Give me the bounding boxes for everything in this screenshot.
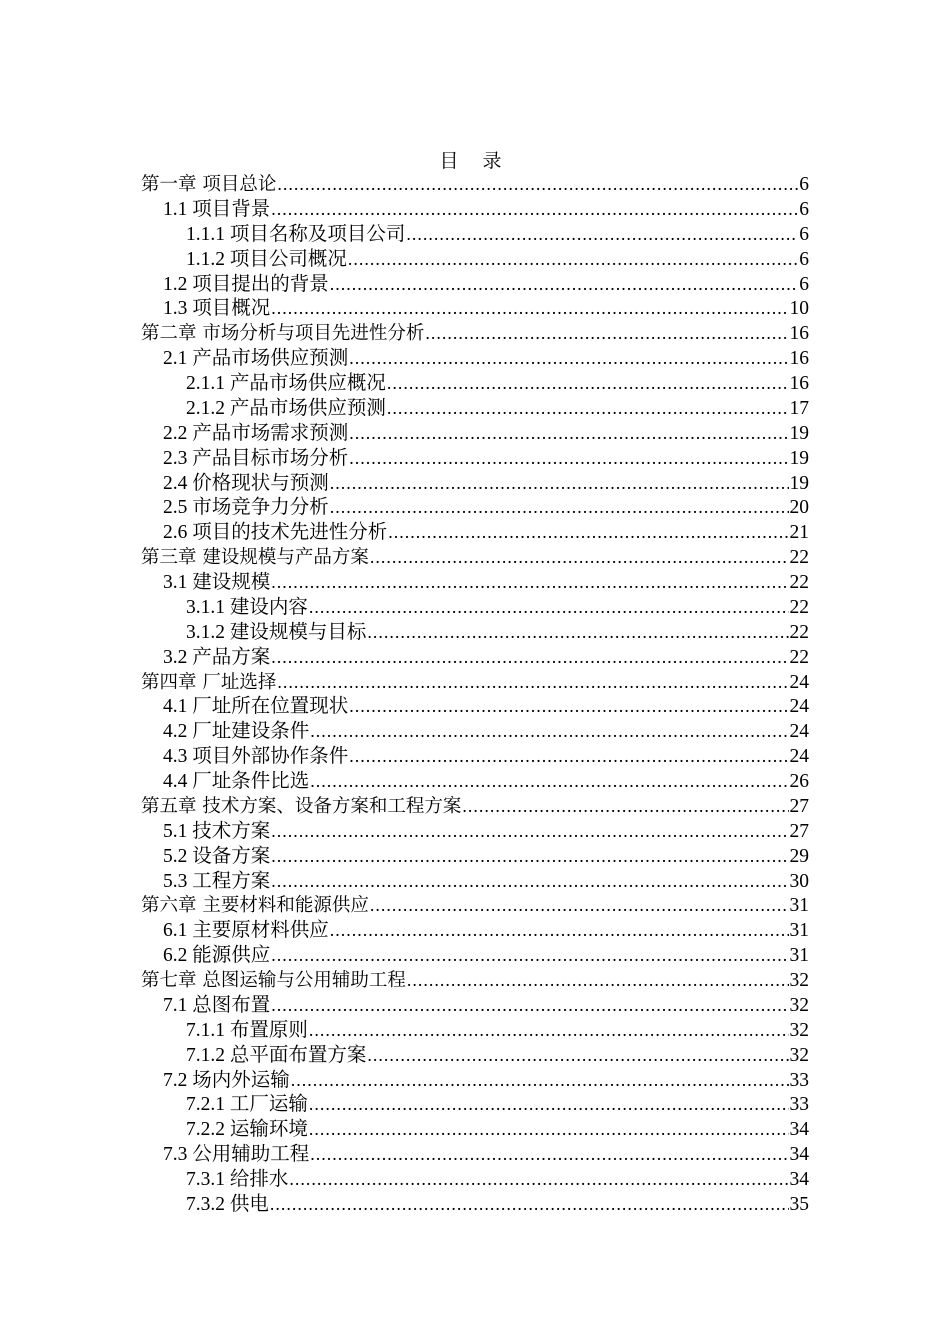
toc-entry-page-number: 16 xyxy=(789,348,809,370)
toc-entry-label: 3.1 建设规模 xyxy=(163,572,271,593)
toc-entry-label: 2.1 产品市场供应预测 xyxy=(163,348,349,370)
toc-entry-label: 7.3.2 供电 xyxy=(186,1193,269,1215)
toc-entry-level-2[interactable] xyxy=(0,272,809,297)
toc-entry-label: 第五章 技术方案、设备方案和工程方案 xyxy=(141,795,462,817)
toc-entry-page-number: 32 xyxy=(789,994,809,1016)
toc-entry-page-number: 30 xyxy=(789,870,809,892)
toc-entry-label: 2.1.1 产品市场供应概况 xyxy=(186,373,386,394)
toc-entry-page-number: 6 xyxy=(799,174,809,195)
toc-dot-leader xyxy=(271,819,788,844)
toc-entry-page-number: 34 xyxy=(789,1169,809,1190)
toc-entry-level-2[interactable] xyxy=(0,421,809,446)
toc-entry-label: 4.1 厂址所在位置现状 xyxy=(163,696,349,718)
toc-dot-leader xyxy=(309,1018,789,1043)
toc-dot-leader xyxy=(330,272,798,297)
toc-dot-leader xyxy=(388,520,788,545)
toc-dot-leader xyxy=(330,918,789,943)
toc-entry-page-number: 21 xyxy=(789,522,809,544)
toc-entry-page-number: 6 xyxy=(799,223,809,245)
toc-entry-label: 4.4 厂址条件比选 xyxy=(163,771,310,792)
toc-entry-page-number: 16 xyxy=(789,323,809,345)
toc-entry-label: 5.1 技术方案 xyxy=(163,820,271,842)
toc-entry-level-3[interactable] xyxy=(0,222,809,247)
toc-dot-leader xyxy=(349,346,788,371)
toc-dot-leader xyxy=(271,943,788,968)
toc-dot-leader xyxy=(367,1043,788,1068)
toc-entry-page-number: 19 xyxy=(789,422,809,444)
toc-entry-page-number: 27 xyxy=(789,820,809,842)
toc-dot-leader xyxy=(309,595,789,620)
toc-entry-page-number: 17 xyxy=(789,397,809,419)
toc-entry-label: 2.2 产品市场需求预测 xyxy=(163,422,349,444)
toc-dot-leader xyxy=(289,1167,788,1192)
toc-dot-leader xyxy=(407,968,789,993)
toc-entry-level-3[interactable] xyxy=(0,371,809,396)
toc-entry-level-2[interactable] xyxy=(0,446,809,471)
toc-dot-leader xyxy=(406,222,798,247)
toc-entry-label: 3.2 产品方案 xyxy=(163,646,271,668)
toc-entry-page-number: 22 xyxy=(789,621,809,643)
toc-entry-level-2[interactable] xyxy=(0,819,809,844)
toc-entry-label: 第一章 项目总论 xyxy=(141,174,277,195)
toc-dot-leader xyxy=(271,296,788,321)
toc-entry-level-2[interactable] xyxy=(0,346,809,371)
toc-entry-page-number: 24 xyxy=(789,671,809,693)
toc-entry-level-1[interactable] xyxy=(0,968,809,993)
toc-entry-level-3[interactable] xyxy=(0,595,809,620)
toc-entry-level-2[interactable] xyxy=(0,744,809,769)
toc-dot-leader xyxy=(330,471,789,496)
toc-entry-level-1[interactable] xyxy=(0,321,809,346)
toc-entry-level-3[interactable] xyxy=(0,1018,809,1043)
toc-dot-leader xyxy=(271,645,788,670)
toc-entry-level-1[interactable] xyxy=(0,670,809,695)
toc-entry-label: 6.2 能源供应 xyxy=(163,945,271,967)
toc-entry-level-1[interactable] xyxy=(0,893,809,918)
toc-entry-level-2[interactable] xyxy=(0,943,809,968)
toc-entry-page-number: 24 xyxy=(789,721,809,743)
toc-entry-level-2[interactable] xyxy=(0,769,809,794)
toc-entry-level-3[interactable] xyxy=(0,1192,809,1217)
toc-entry-label: 1.2 项目提出的背景 xyxy=(163,273,329,295)
toc-entry-label: 3.1.1 建设内容 xyxy=(186,596,308,618)
toc-dot-leader xyxy=(271,197,798,222)
toc-entry-label: 1.1.1 项目名称及项目公司 xyxy=(186,223,406,245)
toc-dot-leader xyxy=(349,694,788,719)
toc-entry-page-number: 31 xyxy=(789,895,809,917)
toc-entry-label: 第六章 主要材料和能源供应 xyxy=(141,895,369,917)
toc-dot-leader xyxy=(349,421,788,446)
toc-entry-page-number: 22 xyxy=(789,596,809,618)
toc-entry-level-2[interactable] xyxy=(0,471,809,496)
toc-entry-level-2[interactable] xyxy=(0,520,809,545)
toc-entry-level-2[interactable] xyxy=(0,719,809,744)
toc-dot-leader xyxy=(271,993,788,1018)
toc-entry-level-2[interactable] xyxy=(0,694,809,719)
toc-entry-page-number: 6 xyxy=(799,248,809,270)
toc-dot-leader xyxy=(271,570,788,595)
toc-entry-level-2[interactable] xyxy=(0,844,809,869)
toc-entry-label: 2.3 产品目标市场分析 xyxy=(163,447,349,469)
toc-entry-page-number: 16 xyxy=(789,373,809,394)
toc-entry-page-number: 19 xyxy=(789,472,809,494)
toc-entry-page-number: 10 xyxy=(789,298,809,320)
toc-entry-label: 2.4 价格现状与预测 xyxy=(163,472,329,494)
toc-dot-leader xyxy=(270,1192,789,1217)
toc-entry-level-2[interactable] xyxy=(0,296,809,321)
toc-entry-page-number: 31 xyxy=(789,920,809,942)
toc-dot-leader xyxy=(387,371,789,396)
toc-dot-leader xyxy=(370,545,789,570)
toc-dot-leader xyxy=(310,1142,788,1167)
toc-entry-level-2[interactable] xyxy=(0,197,809,222)
toc-entry-label: 第二章 市场分析与项目先进性分析 xyxy=(141,323,425,345)
toc-dot-leader xyxy=(291,1068,789,1093)
toc-entry-label: 3.1.2 建设规模与目标 xyxy=(186,621,367,643)
toc-entry-page-number: 31 xyxy=(789,945,809,967)
toc-entry-page-number: 32 xyxy=(789,1044,809,1066)
toc-entry-page-number: 33 xyxy=(789,1069,809,1091)
toc-dot-leader xyxy=(277,670,788,695)
toc-entry-page-number: 29 xyxy=(789,845,809,867)
toc-entry-label: 7.2.1 工厂运输 xyxy=(186,1094,308,1116)
toc-entry-level-3[interactable] xyxy=(0,1043,809,1068)
toc-dot-leader xyxy=(310,719,788,744)
toc-entry-page-number: 22 xyxy=(789,547,809,569)
toc-dot-leader xyxy=(349,744,788,769)
toc-entry-page-number: 34 xyxy=(789,1144,809,1166)
toc-entry-label: 7.1.1 布置原则 xyxy=(186,1019,308,1041)
toc-entry-label: 第七章 总图运输与公用辅助工程 xyxy=(141,970,406,991)
toc-entry-page-number: 32 xyxy=(789,1019,809,1041)
toc-dot-leader xyxy=(309,1117,789,1142)
toc-dot-leader xyxy=(370,893,789,918)
toc-entry-level-2[interactable] xyxy=(0,645,809,670)
toc-entry-label: 2.1.2 产品市场供应预测 xyxy=(186,397,386,419)
toc-entry-page-number: 33 xyxy=(789,1094,809,1116)
toc-dot-leader xyxy=(271,844,788,869)
toc-entry-page-number: 27 xyxy=(789,795,809,817)
toc-entry-page-number: 34 xyxy=(789,1119,809,1141)
toc-entry-label: 7.1 总图布置 xyxy=(163,994,271,1016)
toc-entry-label: 1.1.2 项目公司概况 xyxy=(186,248,347,270)
toc-entry-level-2[interactable] xyxy=(0,1068,809,1093)
toc-entry-label: 2.5 市场竞争力分析 xyxy=(163,497,329,519)
toc-entry-page-number: 26 xyxy=(789,771,809,792)
toc-dot-leader xyxy=(271,869,788,894)
toc-entry-page-number: 6 xyxy=(799,273,809,295)
toc-dot-leader xyxy=(462,794,788,819)
toc-entry-page-number: 20 xyxy=(789,497,809,519)
toc-entry-page-number: 24 xyxy=(789,746,809,768)
toc-dot-leader xyxy=(349,446,788,471)
toc-entry-level-3[interactable] xyxy=(0,1117,809,1142)
toc-title: 目 录 xyxy=(439,150,511,172)
toc-entry-page-number: 19 xyxy=(789,447,809,469)
toc-entry-level-3[interactable] xyxy=(0,620,809,645)
toc-entry-page-number: 22 xyxy=(789,572,809,593)
toc-entry-level-3[interactable] xyxy=(0,247,809,272)
toc-entry-label: 6.1 主要原材料供应 xyxy=(163,920,329,942)
toc-entry-label: 7.2.2 运输环境 xyxy=(186,1119,308,1141)
toc-dot-leader xyxy=(309,1092,789,1117)
toc-entry-label: 4.3 项目外部协作条件 xyxy=(163,746,349,768)
toc-entry-level-1[interactable] xyxy=(0,545,809,570)
toc-entry-level-1[interactable] xyxy=(0,172,809,197)
toc-entry-label: 第四章 厂址选择 xyxy=(141,671,277,693)
toc-entry-level-2[interactable] xyxy=(0,993,809,1018)
toc-dot-leader xyxy=(277,172,798,197)
toc-entry-level-2[interactable] xyxy=(0,869,809,894)
toc-entry-level-2[interactable] xyxy=(0,1142,809,1167)
toc-entry-page-number: 24 xyxy=(789,696,809,718)
toc-entry-label: 7.3 公用辅助工程 xyxy=(163,1144,310,1166)
toc-entry-label: 1.3 项目概况 xyxy=(163,298,271,320)
toc-dot-leader xyxy=(348,247,798,272)
toc-entry-label: 1.1 项目背景 xyxy=(163,198,271,220)
toc-entry-label: 7.1.2 总平面布置方案 xyxy=(186,1044,367,1066)
toc-entry-label: 5.3 工程方案 xyxy=(163,870,271,892)
toc-entry-level-3[interactable] xyxy=(0,1167,809,1192)
toc-entry-level-2[interactable] xyxy=(0,570,809,595)
toc-dot-leader xyxy=(387,396,789,421)
toc-dot-leader xyxy=(425,321,788,346)
toc-entry-label: 2.6 项目的技术先进性分析 xyxy=(163,522,388,544)
toc-entry-page-number: 22 xyxy=(789,646,809,668)
toc-entry-level-1[interactable] xyxy=(0,794,809,819)
toc-entry-label: 第三章 建设规模与产品方案 xyxy=(141,547,369,569)
toc-list xyxy=(0,172,950,1217)
toc-entry-page-number: 32 xyxy=(789,970,809,991)
toc-entry-page-number: 35 xyxy=(789,1193,809,1215)
toc-entry-label: 5.2 设备方案 xyxy=(163,845,271,867)
toc-entry-level-2[interactable] xyxy=(0,495,809,520)
toc-entry-level-2[interactable] xyxy=(0,918,809,943)
toc-entry-level-3[interactable] xyxy=(0,1092,809,1117)
toc-entry-page-number: 6 xyxy=(799,198,809,220)
toc-dot-leader xyxy=(367,620,788,645)
toc-entry-label: 7.2 场内外运输 xyxy=(163,1069,290,1091)
toc-dot-leader xyxy=(330,495,789,520)
toc-dot-leader xyxy=(310,769,788,794)
toc-entry-label: 7.3.1 给排水 xyxy=(186,1169,289,1190)
toc-entry-label: 4.2 厂址建设条件 xyxy=(163,721,310,743)
toc-entry-level-3[interactable] xyxy=(0,396,809,421)
